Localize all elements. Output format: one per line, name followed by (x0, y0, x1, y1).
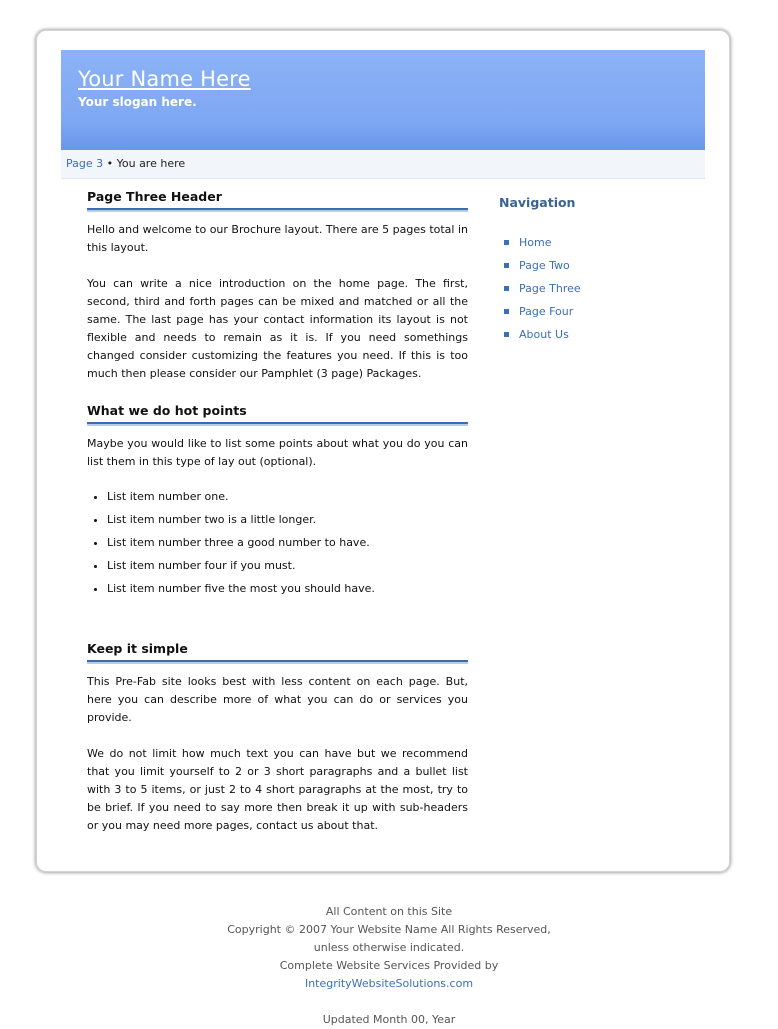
list-item: • List item number four if you must. (107, 554, 468, 577)
square-bullet-icon (504, 263, 509, 268)
breadcrumb-separator: • (103, 157, 117, 170)
footer-spacer (0, 993, 778, 1011)
square-bullet-icon (504, 240, 509, 245)
nav-item-page-two (499, 254, 689, 277)
footer-line: All Content on this Site (325, 905, 453, 918)
paragraph: Hello and welcome to our Brochure layout. There are 5 pages total in this layout. (87, 223, 468, 254)
footer-updated: Updated Month 00, Year (322, 1013, 456, 1026)
nav-link-page-two[interactable]: Page Two (519, 259, 570, 272)
paragraph: You can write a nice introduction on the home page. The first, second, third and forth pages can be mixed and matched or all the same. The last page has your contact information its layout is not flexible and needs to remain as it is. If you need somethings changed consider customizing the features you need. If this is too much then please consider our Pamphlet (3 page) Packages. (87, 277, 468, 380)
nav-link-home[interactable]: Home (519, 236, 552, 249)
paragraph: This Pre-Fab site looks best with less content on each page. But, here you can describe more of what you can do or services you provide. (87, 675, 468, 724)
nav-title: Navigation (499, 195, 576, 210)
nav-link-page-three[interactable]: Page Three (519, 282, 581, 295)
list-item: • List item number five the most you should have. (107, 577, 468, 600)
footer-line: Copyright © 2007 Your Website Name All Rights Reserved, (227, 923, 551, 936)
site-name-link[interactable]: Your Name Here (78, 67, 251, 91)
breadcrumb-current-link[interactable]: Page 3 (66, 157, 104, 170)
nav-link-page-four[interactable]: Page Four (519, 305, 574, 318)
nav-item-home (499, 231, 689, 254)
square-bullet-icon (504, 332, 509, 337)
footer-credit-link[interactable]: IntegrityWebsiteSolutions.com (304, 977, 474, 990)
square-bullet-icon (504, 309, 509, 314)
list-item: • List item number one. (107, 485, 468, 508)
site-slogan: Your slogan here. (78, 95, 197, 109)
site-footer (0, 903, 778, 1029)
footer-line: Complete Website Services Provided by (279, 959, 499, 972)
sidebar (499, 194, 689, 346)
nav-item-about-us (499, 323, 689, 346)
nav-link-about-us[interactable]: About Us (519, 328, 569, 341)
bullet-list (87, 485, 468, 600)
list-item: • List item number three a good number to have. (107, 531, 468, 554)
nav-list (499, 231, 689, 346)
paragraph: Maybe you would like to list some points about what you do you can list them in this type of lay out (optional). (87, 437, 468, 468)
section-heading: Keep it simple (87, 640, 468, 662)
nav-item-page-four (499, 300, 689, 323)
nav-item-page-three (499, 277, 689, 300)
square-bullet-icon (504, 286, 509, 291)
section-heading: What we do hot points (87, 402, 468, 424)
breadcrumb (66, 157, 185, 170)
breadcrumb-label: You are here (116, 157, 186, 170)
section-heading: Page Three Header (87, 188, 468, 210)
footer-line: unless otherwise indicated. (313, 941, 465, 954)
main-content (87, 188, 468, 835)
paragraph: We do not limit how much text you can have but we recommend that you limit yourself to 2 or 3 short paragraphs and a bullet list with 3 to 5 items, or just 2 to 4 short paragraphs at the most, try to be brief. If you need to say more then break it up with sub-headers or you may need more pages, contact us about that. (87, 747, 468, 832)
list-item: • List item number two is a little longer. (107, 508, 468, 531)
